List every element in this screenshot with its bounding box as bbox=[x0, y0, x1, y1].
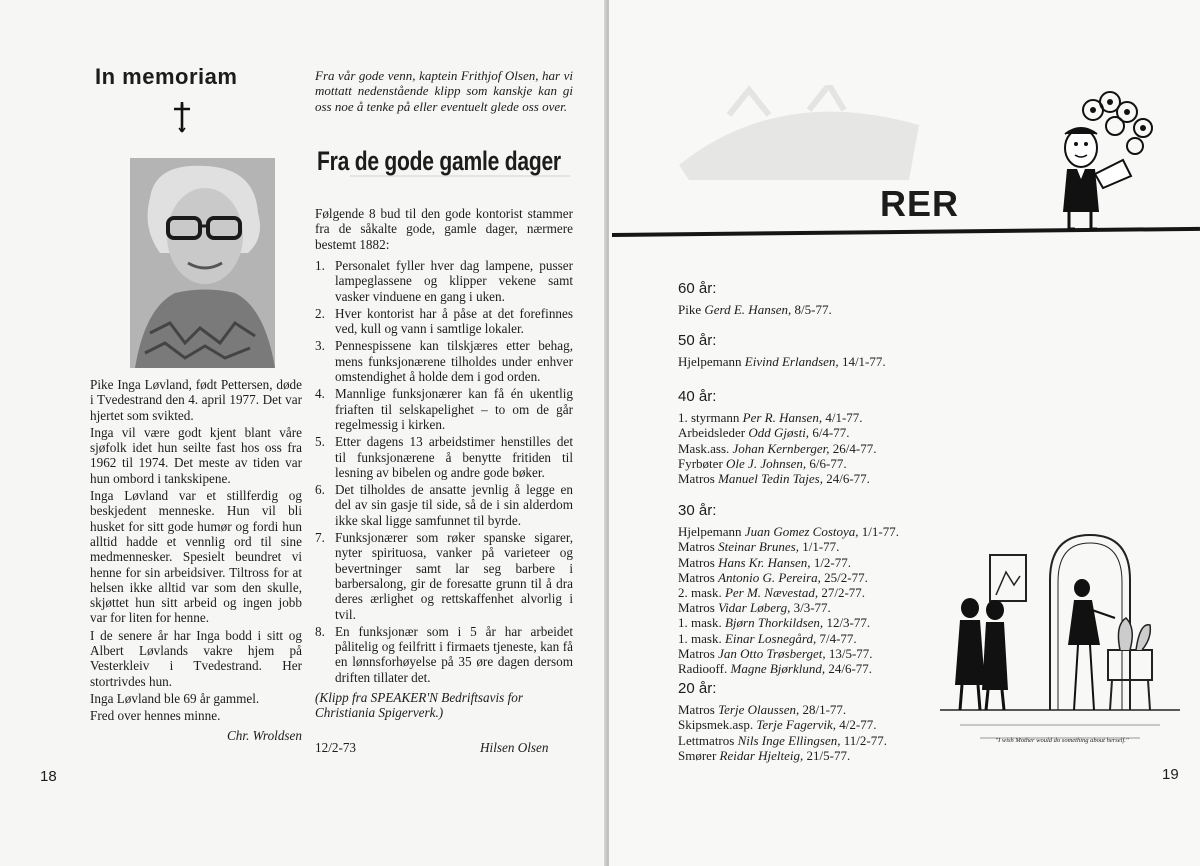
list-item: Radiooff. Magne Bjørklund, 24/6-77. bbox=[678, 661, 873, 677]
list-item: 5. Etter dagens 13 arbeidstimer henstilles det til funksjonærene å benytte fritiden til lesning av bibelen og andre gode bøker. bbox=[315, 434, 573, 480]
article-title: Fra de gode gamle dager bbox=[317, 146, 561, 176]
list-item: 3. Pennespissene kan tilskjæres etter behag, mens funksjonærene tilholdes under enhver omstendighet å holde dem i god orden. bbox=[315, 338, 573, 385]
show-through-ship bbox=[669, 85, 929, 195]
list-item: Matros Antonio G. Pereira, 25/2-77. bbox=[678, 569, 868, 585]
cartoon-illustration bbox=[940, 510, 1180, 750]
anniversary-section-40 bbox=[678, 389, 877, 486]
page-number-right: 19 bbox=[1162, 766, 1179, 783]
list-item: 8. En funksjonær som i 5 år har arbeidet pålitelig og feilfritt i firmaets tjeneste, kan få en lønnsforhøyelse på 35 øre dagen dersom driften tillater det. bbox=[315, 623, 573, 685]
list-item: Mask.ass. Johan Kernberger, 26/4-77. bbox=[678, 440, 877, 456]
article-lead: Følgende 8 bud til den gode kontorist stammer fra de såkalte gode, gamle dager, nærmere bestemt 1882: bbox=[315, 206, 573, 252]
list-item: Matros Hans Kr. Hansen, 1/2-77. bbox=[678, 554, 852, 570]
list-item: 2. Hver kontorist har å påse at det forefinnes ved, kull og vann i samtlige lokaler. bbox=[315, 305, 573, 337]
list-item: Matros Manuel Tedin Tajes, 24/6-77. bbox=[678, 471, 870, 487]
list-item: Hjelpemann Eivind Erlandsen, 14/1-77. bbox=[678, 354, 886, 370]
section-heading: 40 år: bbox=[678, 388, 717, 405]
section-heading: 60 år: bbox=[678, 280, 717, 297]
obituary-paragraph: Fred over hennes minne. bbox=[90, 708, 221, 724]
list-item: 1. mask. Bjørn Thorkildsen, 12/3-77. bbox=[678, 615, 871, 631]
header-word: RER bbox=[880, 183, 960, 224]
list-item: 2. mask. Per M. Nævestad, 27/2-77. bbox=[678, 585, 866, 601]
section-heading: 20 år: bbox=[678, 680, 717, 697]
obituary-text bbox=[90, 377, 302, 743]
list-item: 1. mask. Einar Losnegård, 7/4-77. bbox=[678, 630, 857, 646]
list-item: Skipsmek.asp. Terje Fagervik, 4/2-77. bbox=[678, 717, 877, 733]
cross-icon bbox=[170, 100, 194, 134]
section-heading: 50 år: bbox=[678, 332, 717, 349]
anniversary-section-60 bbox=[678, 281, 832, 317]
list-item: 6. Det tilholdes de ansatte jevnlig å legge en del av sin gasje til side, så de i sin alderdom ikke skal ligge samfunnet til byrde. bbox=[315, 482, 573, 528]
show-through-text bbox=[40, 60, 46, 83]
anniversary-section-30 bbox=[678, 503, 899, 676]
list-item: Matros Terje Olaussen, 28/1-77. bbox=[678, 702, 847, 718]
show-through-heading bbox=[899, 140, 907, 174]
section-heading: 30 år: bbox=[678, 502, 717, 519]
list-item: 7. Funksjonærer som røker spanske sigarer, nyter spirituosa, vanker på varieteer og bevertninger samt lar seg barbere i barbersalong, gir de foresatte grunn til å dra deres ærlighet og rettskaffenhet alvorlig i tvil. bbox=[315, 530, 573, 622]
obituary-paragraph: Inga Løvland var et stillferdig og beskjedent menneske. Hun vil bli husket for sitt gode humør og fordi hun alltid hadde et vennlig ord til sine medmennesker. Spesielt beundret vi henne for sin arbeidsiver. Tiltross for at helsen ikke alltid var som den skulle, skjøttet hun sitt arbeid og ingen jobb var for liten for henne. bbox=[90, 488, 302, 626]
list-item: Hjelpemann Juan Gomez Costoya, 1/1-77. bbox=[678, 524, 899, 540]
article-source: (Klipp fra SPEAKER'N Bedriftsavis for Christiania Spigerverk.) bbox=[315, 690, 523, 721]
article-intro: Fra vår gode venn, kaptein Frithjof Olsen, har vi mottatt nedenstående klipp som kanskje kan gi oss noe å tenke på eller eventuelt glede oss over. bbox=[315, 68, 573, 114]
page-number-left: 18 bbox=[40, 768, 57, 785]
article-date: 12/2-73 bbox=[315, 740, 357, 755]
boy-with-flowers-illustration bbox=[1055, 84, 1165, 234]
list-item: Arbeidsleder Odd Gjøsti, 6/4-77. bbox=[678, 425, 850, 441]
obituary-signature: Chr. Wroldsen bbox=[227, 727, 302, 743]
list-item: Matros Steinar Brunes, 1/1-77. bbox=[678, 539, 840, 555]
list-item: 4. Mannlige funksjonærer kan få én ukentlig friaften til selskapelighet – to om de går regelmessig i kirken. bbox=[315, 386, 573, 432]
article-greeting: Hilsen Olsen bbox=[480, 740, 549, 755]
obituary-paragraph: Pike Inga Løvland, født Pettersen, døde i Tvedestrand den 4. april 1977. Det var hjertet som svikted. bbox=[90, 377, 302, 423]
list-item: Smører Reidar Hjelteig, 21/5-77. bbox=[678, 747, 851, 763]
anniversary-section-50 bbox=[678, 333, 886, 369]
list-item: Pike Gerd E. Hansen, 8/5-77. bbox=[678, 302, 832, 318]
list-item: 1. Personalet fyller hver dag lampene, pusser lampeglassene og klipper vekene samt vasker vinduene en gang i uken. bbox=[315, 258, 573, 304]
anniversary-section-20 bbox=[678, 681, 887, 763]
obituary-paragraph: I de senere år har Inga bodd i sitt og Albert Løvlands vakre hjem på Vesterkleiv i Tvedestrand. Her stortrivdes hun. bbox=[90, 627, 302, 689]
list-item: Lettmatros Nils Inge Ellingsen, 11/2-77. bbox=[678, 732, 887, 748]
obituary-paragraph: Inga Løvland ble 69 år gammel. bbox=[90, 690, 260, 706]
list-item: 1. styrmann Per R. Hansen, 4/1-77. bbox=[678, 410, 863, 426]
list-item: Fyrbøter Ole J. Johnsen, 6/6-77. bbox=[678, 455, 847, 471]
portrait-photo bbox=[130, 158, 275, 368]
obituary-paragraph: Inga vil være godt kjent blant våre sjøfolk idet hun seilte fast hos oss fra 1962 til 1974. Det meste av tiden var hun ombord i tankskipene. bbox=[90, 424, 302, 486]
rules-list bbox=[315, 258, 573, 687]
memoriam-title: In memoriam bbox=[95, 64, 238, 89]
list-item: Matros Jan Otto Trøsberget, 13/5-77. bbox=[678, 645, 873, 661]
list-item: Matros Vidar Løberg, 3/3-77. bbox=[678, 600, 831, 616]
cartoon-caption: "I wish Mother would do something about herself." bbox=[995, 737, 1129, 744]
